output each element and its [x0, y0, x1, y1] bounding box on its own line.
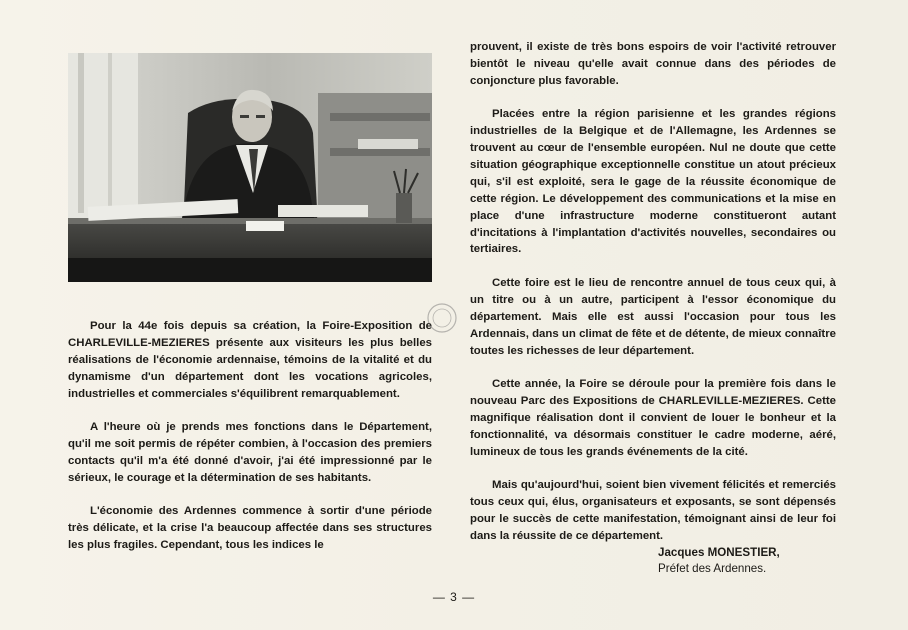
page-number: — 3 — [432, 590, 476, 604]
right-text-column [470, 39, 836, 561]
signature-name: Jacques MONESTIER, [658, 546, 780, 559]
paragraph: Placées entre la région parisienne et les grandes régions industrielles de la Belgique et de l'Allemagne, les Ardennes se trouvent au cœur de l'ensemble européen. Nul ne doute que cette situation géographique exceptionnelle constitue un atout précieux qui, s'il est exploité, sera le gage de la réussite économique de cette région. Le développement des communications et la mise en place d'une infrastructure moderne constitueront autant d'incitations à l'implantation d'activités nouvelles, secondaires ou tertiaires. [470, 108, 836, 256]
paragraph: prouvent, il existe de très bons espoirs de voir l'activité retrouver bientôt le niveau qu'elle avait connue dans des périodes de conjoncture plus favorable. [470, 41, 836, 87]
library-stamp [422, 298, 462, 338]
paragraph: Pour la 44e fois depuis sa création, la Foire-Exposition de CHARLEVILLE-MEZIERES présente aux visiteurs les plus belles réalisations de l'économie ardennaise, témoins de la vitalité et du dynamisme d'un département dont les vocations agricoles, industrielles et commerciales s'équilibrent remarquablement. [68, 320, 432, 400]
paragraph: A l'heure où je prends mes fonctions dans le Département, qu'il me soit permis de répéter combien, à l'occasion des premiers contacts qu'il m'a été donné d'avoir, j'ai été impressionné par le sérieux, le courage et la détermination de ses habitants. [68, 421, 432, 484]
portrait-photo [68, 53, 432, 282]
left-text-column [68, 318, 432, 570]
signature-title: Préfet des Ardennes. [658, 561, 767, 575]
paragraph: Cette foire est le lieu de rencontre annuel de tous ceux qui, à un titre ou à un autre, participent à l'essor économique du département. Mais elle est aussi l'occasion pour tous les Ardennais, dans un climat de fête et de détente, de mieux connaître toutes les richesses de leur département. [470, 276, 836, 357]
paragraph: Cette année, la Foire se déroule pour la première fois dans le nouveau Parc des Expositions de CHARLEVILLE-MEZIERES. Cette magnifique réalisation dont il convient de louer le bonheur et la fonctionnalité, va désormais constituer le cadre moderne, aéré, lumineux de tous les grands événements de la cité. [470, 377, 836, 458]
paragraph: L'économie des Ardennes commence à sortir d'une période très délicate, et la crise l'a beaucoup affectée dans ses structures les plus fragiles. Cependant, tous les indices le [68, 505, 432, 551]
signature-block [612, 545, 780, 576]
paragraph: Mais qu'aujourd'hui, soient bien vivement félicités et remerciés tous ceux qui, élus, organisateurs et exposants, se sont dépensés pour le succès de cette manifestation, témoignant ainsi de leur foi dans la réussite de ce département. [470, 478, 836, 542]
portrait-photo-image [68, 53, 432, 282]
